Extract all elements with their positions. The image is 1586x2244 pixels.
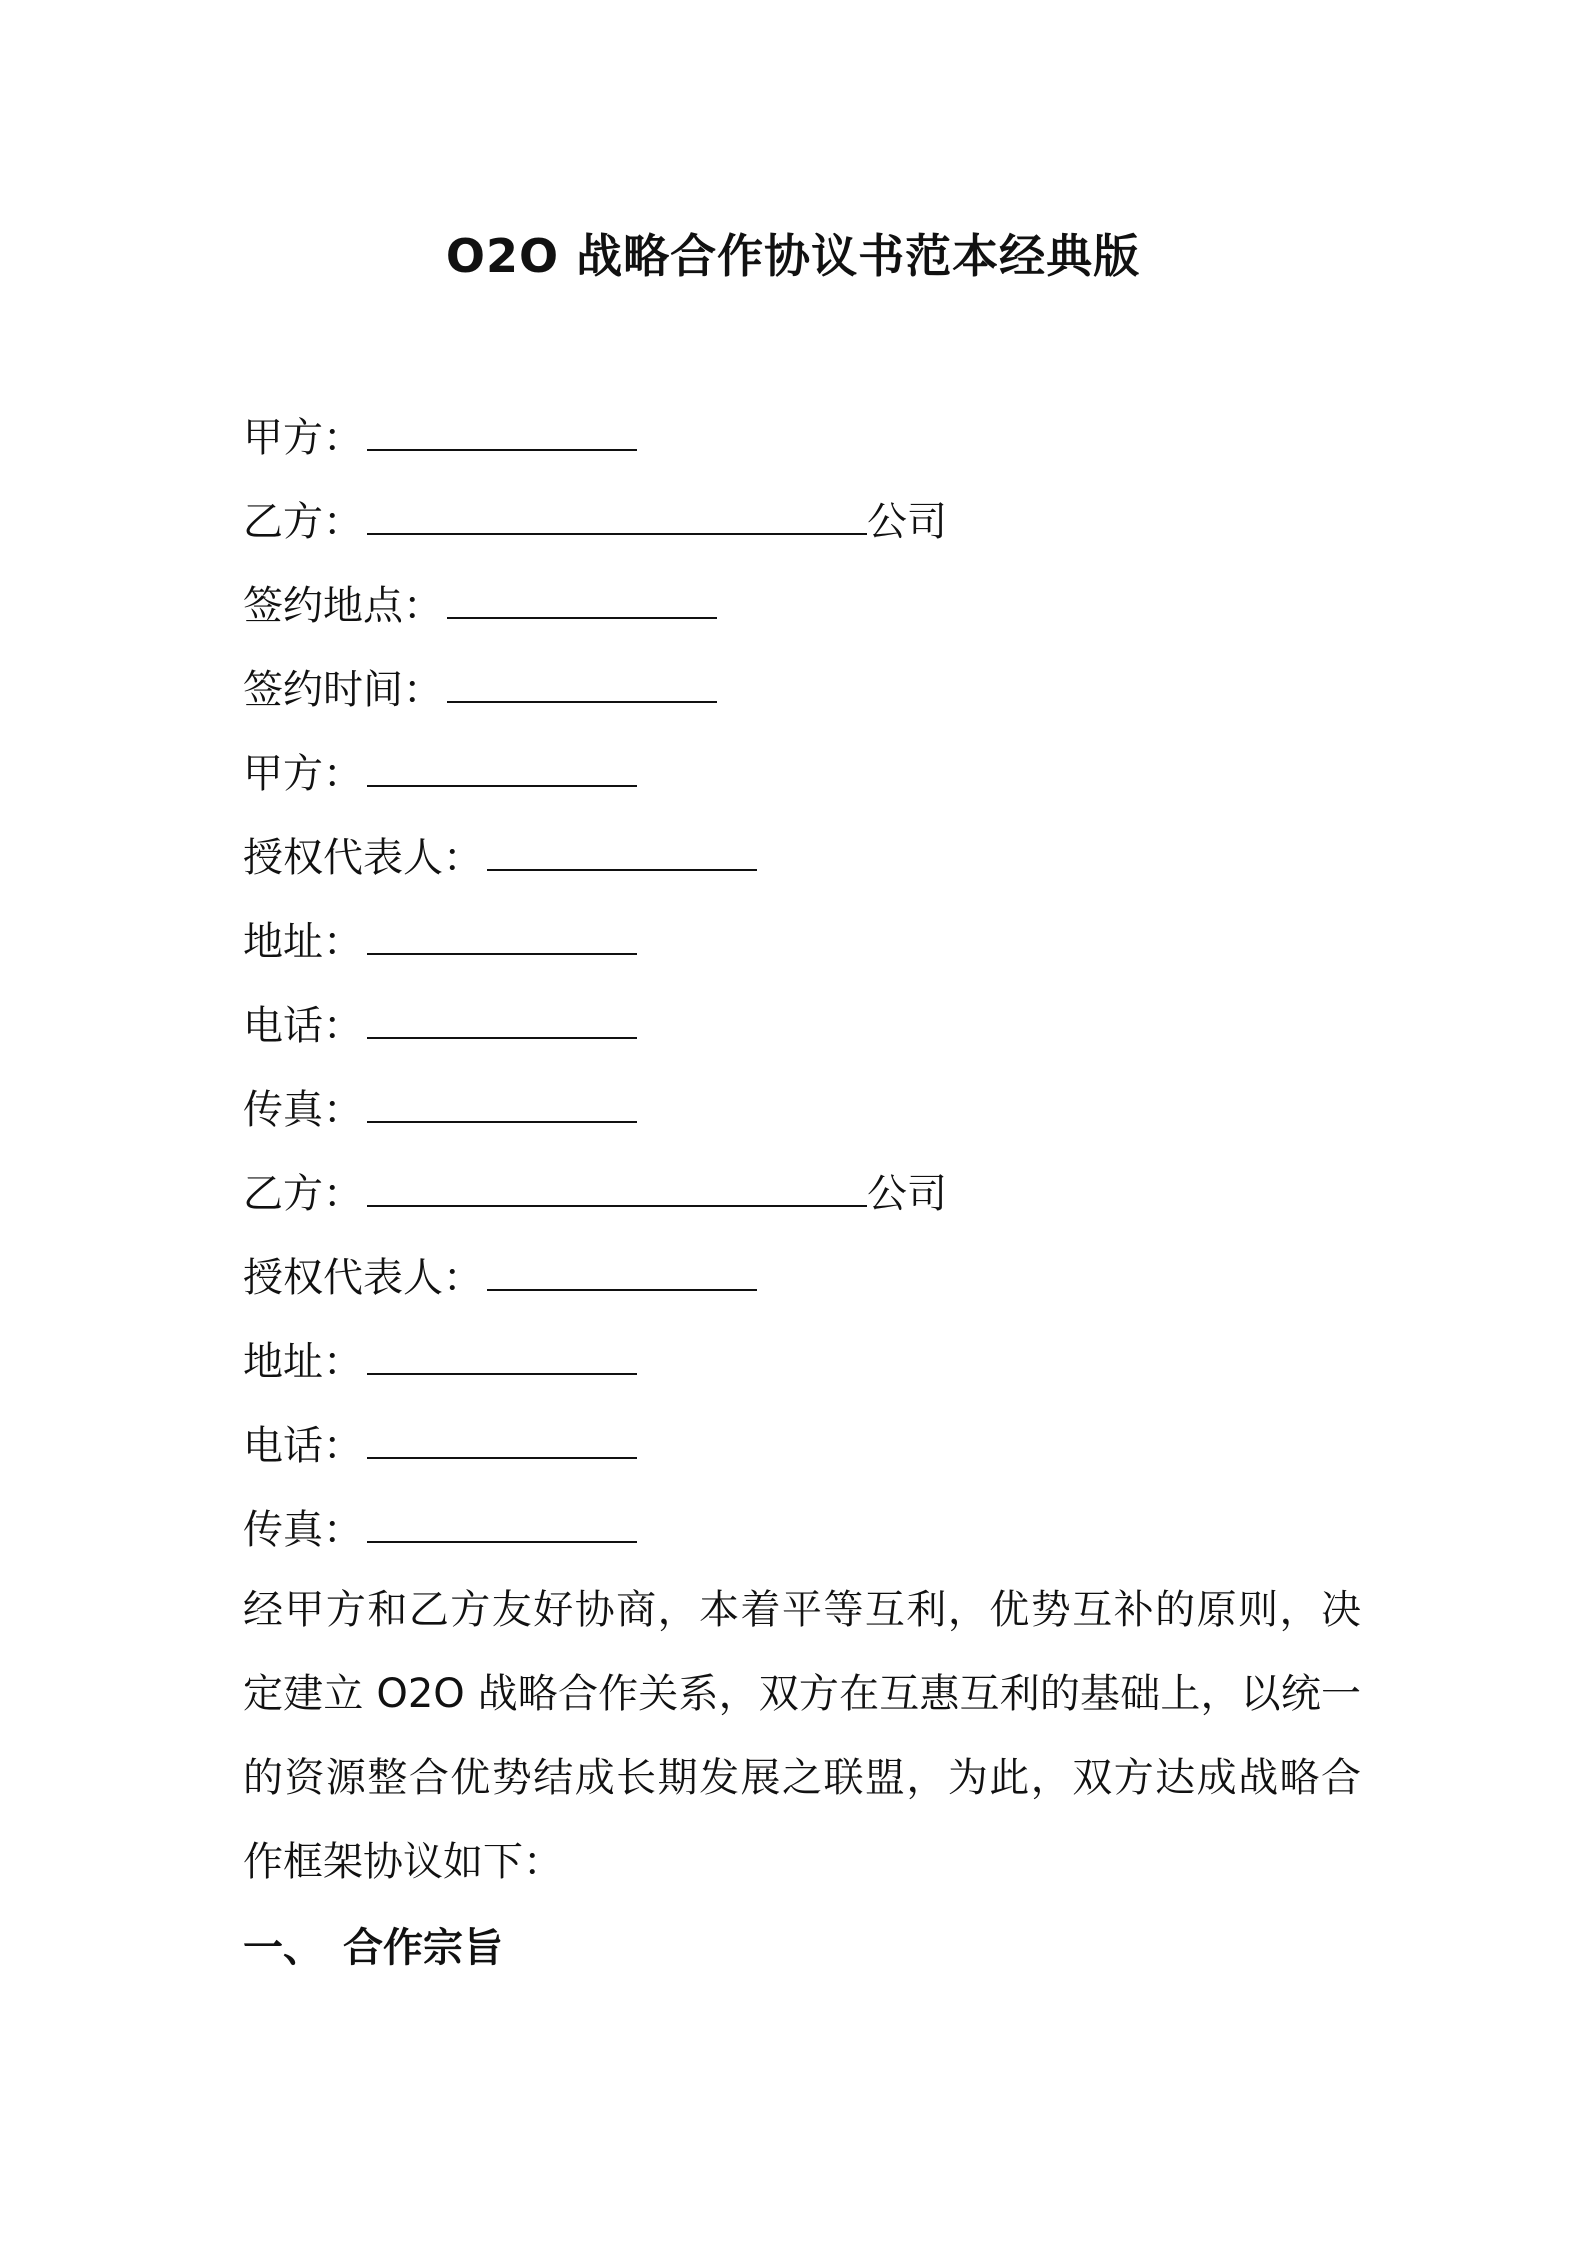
fill-in-blank xyxy=(367,409,637,451)
fill-in-blank xyxy=(367,997,637,1039)
field-party-a-fax xyxy=(243,1080,1363,1164)
field-label: 授权代表人： xyxy=(243,1255,483,1301)
field-label: 乙方： xyxy=(243,1171,363,1217)
fill-in-blank xyxy=(367,745,637,787)
fill-in-blank xyxy=(487,829,757,871)
fill-in-blank xyxy=(367,1333,637,1375)
field-party-b xyxy=(243,492,1363,576)
field-party-a-phone xyxy=(243,996,1363,1080)
field-party-b-phone xyxy=(243,1416,1363,1500)
fill-in-blank xyxy=(367,913,637,955)
section-title: 合作宗旨 xyxy=(343,1925,503,1971)
field-suffix: 公司 xyxy=(867,499,947,545)
field-party-b-name xyxy=(243,1164,1363,1248)
field-label: 电话： xyxy=(243,1003,363,1049)
party-info-list xyxy=(243,408,1363,1584)
fill-in-blank xyxy=(367,1081,637,1123)
field-label: 签约地点： xyxy=(243,583,443,629)
section-number: 一、 xyxy=(243,1925,323,1971)
field-label: 甲方： xyxy=(243,415,363,461)
field-party-b-address xyxy=(243,1332,1363,1416)
field-party-b-representative xyxy=(243,1248,1363,1332)
field-label: 电话： xyxy=(243,1423,363,1469)
field-party-a-address xyxy=(243,912,1363,996)
field-label: 传真： xyxy=(243,1087,363,1133)
fill-in-blank xyxy=(367,1165,867,1207)
field-label: 甲方： xyxy=(243,751,363,797)
field-signing-time xyxy=(243,660,1363,744)
fill-in-blank xyxy=(367,1501,637,1543)
field-party-a-representative xyxy=(243,828,1363,912)
section-heading xyxy=(243,1918,503,1978)
document-title: O2O 战略合作协议书范本经典版 xyxy=(445,229,1141,283)
intro-paragraph: 经甲方和乙方友好协商，本着平等互利，优势互补的原则，决定建立 O2O 战略合作关系，双方在互惠互利的基础上，以统一的资源整合优势结成长期发展之联盟，为此，双方达成战略合作框架协议如下： xyxy=(243,1587,1361,1885)
fill-in-blank xyxy=(487,1249,757,1291)
field-label: 地址： xyxy=(243,1339,363,1385)
field-label: 签约时间： xyxy=(243,667,443,713)
field-label: 传真： xyxy=(243,1507,363,1553)
field-label: 地址： xyxy=(243,919,363,965)
fill-in-blank xyxy=(447,577,717,619)
field-label: 乙方： xyxy=(243,499,363,545)
field-label: 授权代表人： xyxy=(243,835,483,881)
fill-in-blank xyxy=(367,493,867,535)
field-party-a-name xyxy=(243,744,1363,828)
fill-in-blank xyxy=(447,661,717,703)
field-suffix: 公司 xyxy=(867,1171,947,1217)
fill-in-blank xyxy=(367,1417,637,1459)
field-signing-place xyxy=(243,576,1363,660)
field-party-a xyxy=(243,408,1363,492)
